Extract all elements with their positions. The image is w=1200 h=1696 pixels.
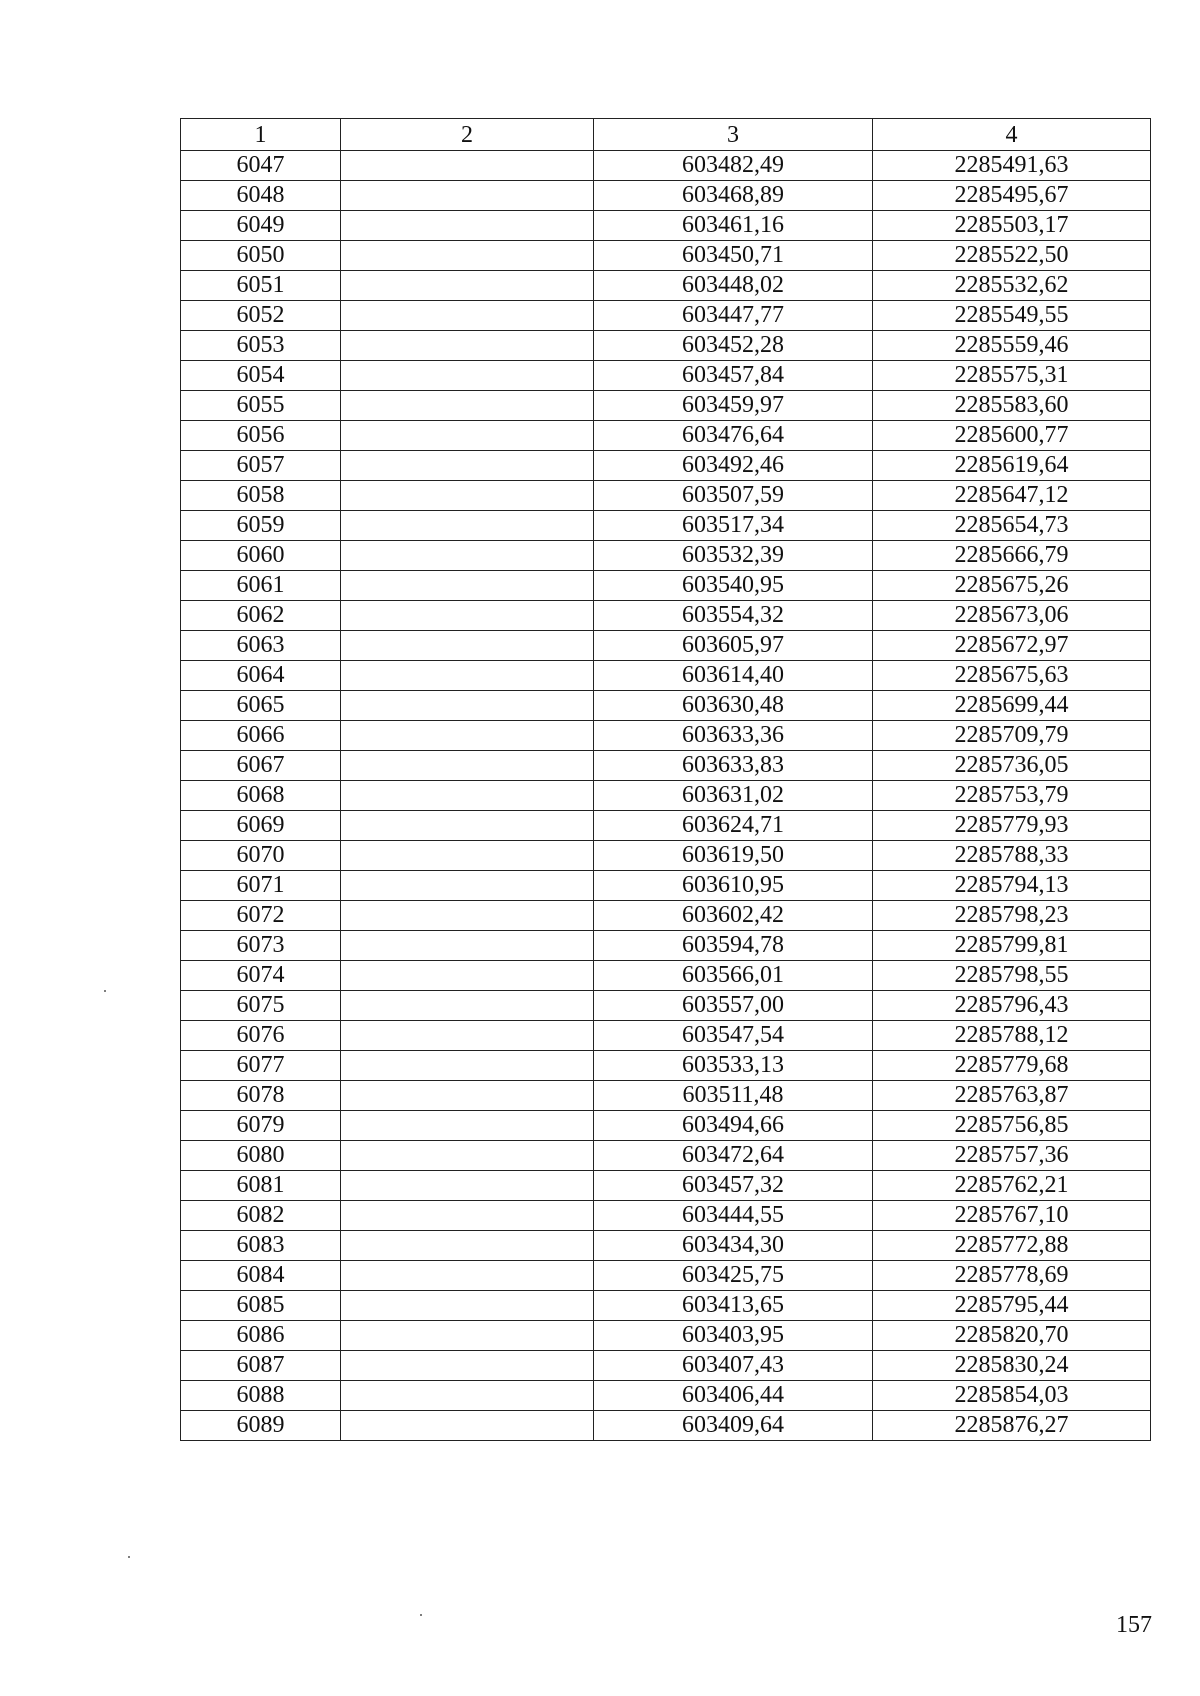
column-2-cell (341, 541, 594, 571)
x-coordinate-cell: 603425,75 (594, 1261, 873, 1291)
y-coordinate-cell: 2285772,88 (873, 1231, 1151, 1261)
y-coordinate-cell: 2285794,13 (873, 871, 1151, 901)
x-coordinate-cell: 603511,48 (594, 1081, 873, 1111)
column-2-cell (341, 1231, 594, 1261)
point-number-cell: 6069 (181, 811, 341, 841)
point-number-cell: 6051 (181, 271, 341, 301)
table-row (181, 691, 1151, 721)
table-row (181, 661, 1151, 691)
column-header-1: 1 (181, 119, 341, 151)
table-row (181, 361, 1151, 391)
column-2-cell (341, 421, 594, 451)
point-number-cell: 6070 (181, 841, 341, 871)
column-2-cell (341, 781, 594, 811)
column-2-cell (341, 1141, 594, 1171)
table-row (181, 451, 1151, 481)
column-2-cell (341, 961, 594, 991)
x-coordinate-cell: 603413,65 (594, 1291, 873, 1321)
y-coordinate-cell: 2285762,21 (873, 1171, 1151, 1201)
y-coordinate-cell: 2285779,93 (873, 811, 1151, 841)
y-coordinate-cell: 2285795,44 (873, 1291, 1151, 1321)
y-coordinate-cell: 2285753,79 (873, 781, 1151, 811)
y-coordinate-cell: 2285491,63 (873, 151, 1151, 181)
column-2-cell (341, 181, 594, 211)
column-2-cell (341, 1081, 594, 1111)
table-row (181, 991, 1151, 1021)
column-2-cell (341, 901, 594, 931)
point-number-cell: 6052 (181, 301, 341, 331)
point-number-cell: 6086 (181, 1321, 341, 1351)
x-coordinate-cell: 603457,32 (594, 1171, 873, 1201)
y-coordinate-cell: 2285788,12 (873, 1021, 1151, 1051)
point-number-cell: 6084 (181, 1261, 341, 1291)
column-2-cell (341, 1351, 594, 1381)
x-coordinate-cell: 603403,95 (594, 1321, 873, 1351)
y-coordinate-cell: 2285798,55 (873, 961, 1151, 991)
table-row (181, 931, 1151, 961)
point-number-cell: 6089 (181, 1411, 341, 1441)
x-coordinate-cell: 603492,46 (594, 451, 873, 481)
column-2-cell (341, 151, 594, 181)
column-2-cell (341, 1201, 594, 1231)
coordinates-table (180, 118, 1151, 1441)
x-coordinate-cell: 603517,34 (594, 511, 873, 541)
y-coordinate-cell: 2285788,33 (873, 841, 1151, 871)
point-number-cell: 6054 (181, 361, 341, 391)
y-coordinate-cell: 2285654,73 (873, 511, 1151, 541)
point-number-cell: 6079 (181, 1111, 341, 1141)
table-row (181, 1261, 1151, 1291)
x-coordinate-cell: 603540,95 (594, 571, 873, 601)
column-2-cell (341, 1051, 594, 1081)
column-2-cell (341, 721, 594, 751)
point-number-cell: 6057 (181, 451, 341, 481)
point-number-cell: 6065 (181, 691, 341, 721)
column-2-cell (341, 1381, 594, 1411)
table-row (181, 541, 1151, 571)
table-row (181, 811, 1151, 841)
point-number-cell: 6085 (181, 1291, 341, 1321)
header-row (181, 119, 1151, 151)
point-number-cell: 6047 (181, 151, 341, 181)
table-row (181, 1141, 1151, 1171)
y-coordinate-cell: 2285675,63 (873, 661, 1151, 691)
y-coordinate-cell: 2285699,44 (873, 691, 1151, 721)
x-coordinate-cell: 603630,48 (594, 691, 873, 721)
scan-speck (104, 990, 106, 992)
column-2-cell (341, 481, 594, 511)
x-coordinate-cell: 603452,28 (594, 331, 873, 361)
table-row (181, 571, 1151, 601)
column-2-cell (341, 451, 594, 481)
table-row (181, 241, 1151, 271)
table-row (181, 151, 1151, 181)
table-row (181, 331, 1151, 361)
x-coordinate-cell: 603619,50 (594, 841, 873, 871)
table-row (181, 901, 1151, 931)
column-2-cell (341, 511, 594, 541)
table-row (181, 301, 1151, 331)
point-number-cell: 6059 (181, 511, 341, 541)
point-number-cell: 6058 (181, 481, 341, 511)
point-number-cell: 6075 (181, 991, 341, 1021)
column-2-cell (341, 1321, 594, 1351)
x-coordinate-cell: 603447,77 (594, 301, 873, 331)
column-header-2: 2 (341, 119, 594, 151)
point-number-cell: 6062 (181, 601, 341, 631)
y-coordinate-cell: 2285549,55 (873, 301, 1151, 331)
y-coordinate-cell: 2285559,46 (873, 331, 1151, 361)
x-coordinate-cell: 603476,64 (594, 421, 873, 451)
point-number-cell: 6083 (181, 1231, 341, 1261)
table-row (181, 1021, 1151, 1051)
y-coordinate-cell: 2285666,79 (873, 541, 1151, 571)
table-row (181, 631, 1151, 661)
column-2-cell (341, 991, 594, 1021)
column-2-cell (341, 211, 594, 241)
x-coordinate-cell: 603631,02 (594, 781, 873, 811)
table-body (181, 151, 1151, 1441)
x-coordinate-cell: 603507,59 (594, 481, 873, 511)
point-number-cell: 6073 (181, 931, 341, 961)
y-coordinate-cell: 2285522,50 (873, 241, 1151, 271)
point-number-cell: 6071 (181, 871, 341, 901)
y-coordinate-cell: 2285756,85 (873, 1111, 1151, 1141)
y-coordinate-cell: 2285583,60 (873, 391, 1151, 421)
point-number-cell: 6049 (181, 211, 341, 241)
table-row (181, 1411, 1151, 1441)
point-number-cell: 6066 (181, 721, 341, 751)
table-row (181, 1381, 1151, 1411)
column-2-cell (341, 1021, 594, 1051)
point-number-cell: 6074 (181, 961, 341, 991)
column-2-cell (341, 301, 594, 331)
y-coordinate-cell: 2285779,68 (873, 1051, 1151, 1081)
x-coordinate-cell: 603450,71 (594, 241, 873, 271)
y-coordinate-cell: 2285820,70 (873, 1321, 1151, 1351)
table-row (181, 1321, 1151, 1351)
point-number-cell: 6082 (181, 1201, 341, 1231)
point-number-cell: 6087 (181, 1351, 341, 1381)
y-coordinate-cell: 2285503,17 (873, 211, 1151, 241)
point-number-cell: 6053 (181, 331, 341, 361)
table-row (181, 1081, 1151, 1111)
table-row (181, 601, 1151, 631)
column-2-cell (341, 1291, 594, 1321)
x-coordinate-cell: 603633,83 (594, 751, 873, 781)
x-coordinate-cell: 603459,97 (594, 391, 873, 421)
point-number-cell: 6064 (181, 661, 341, 691)
x-coordinate-cell: 603633,36 (594, 721, 873, 751)
table-row (181, 1171, 1151, 1201)
point-number-cell: 6088 (181, 1381, 341, 1411)
table-row (181, 421, 1151, 451)
table-row (181, 961, 1151, 991)
table-header (181, 119, 1151, 151)
table-row (181, 391, 1151, 421)
point-number-cell: 6080 (181, 1141, 341, 1171)
y-coordinate-cell: 2285600,77 (873, 421, 1151, 451)
column-2-cell (341, 691, 594, 721)
x-coordinate-cell: 603482,49 (594, 151, 873, 181)
table-row (181, 481, 1151, 511)
point-number-cell: 6048 (181, 181, 341, 211)
page-number: 157 (1116, 1612, 1152, 1638)
y-coordinate-cell: 2285495,67 (873, 181, 1151, 211)
column-2-cell (341, 751, 594, 781)
x-coordinate-cell: 603532,39 (594, 541, 873, 571)
column-2-cell (341, 1261, 594, 1291)
column-header-3: 3 (594, 119, 873, 151)
table-row (181, 1111, 1151, 1141)
y-coordinate-cell: 2285778,69 (873, 1261, 1151, 1291)
column-2-cell (341, 661, 594, 691)
table-row (181, 1231, 1151, 1261)
y-coordinate-cell: 2285763,87 (873, 1081, 1151, 1111)
y-coordinate-cell: 2285799,81 (873, 931, 1151, 961)
table-row (181, 1201, 1151, 1231)
x-coordinate-cell: 603457,84 (594, 361, 873, 391)
point-number-cell: 6050 (181, 241, 341, 271)
x-coordinate-cell: 603444,55 (594, 1201, 873, 1231)
y-coordinate-cell: 2285647,12 (873, 481, 1151, 511)
table-row (181, 721, 1151, 751)
table-row (181, 1351, 1151, 1381)
table-row (181, 751, 1151, 781)
y-coordinate-cell: 2285757,36 (873, 1141, 1151, 1171)
x-coordinate-cell: 603434,30 (594, 1231, 873, 1261)
table-row (181, 781, 1151, 811)
y-coordinate-cell: 2285709,79 (873, 721, 1151, 751)
column-header-4: 4 (873, 119, 1151, 151)
table-row (181, 1051, 1151, 1081)
x-coordinate-cell: 603594,78 (594, 931, 873, 961)
column-2-cell (341, 391, 594, 421)
scan-speck (128, 1556, 130, 1558)
y-coordinate-cell: 2285876,27 (873, 1411, 1151, 1441)
column-2-cell (341, 931, 594, 961)
point-number-cell: 6061 (181, 571, 341, 601)
point-number-cell: 6056 (181, 421, 341, 451)
column-2-cell (341, 571, 594, 601)
point-number-cell: 6076 (181, 1021, 341, 1051)
x-coordinate-cell: 603547,54 (594, 1021, 873, 1051)
x-coordinate-cell: 603409,64 (594, 1411, 873, 1441)
y-coordinate-cell: 2285532,62 (873, 271, 1151, 301)
table-row (181, 871, 1151, 901)
y-coordinate-cell: 2285767,10 (873, 1201, 1151, 1231)
column-2-cell (341, 631, 594, 661)
y-coordinate-cell: 2285830,24 (873, 1351, 1151, 1381)
y-coordinate-cell: 2285575,31 (873, 361, 1151, 391)
x-coordinate-cell: 603406,44 (594, 1381, 873, 1411)
y-coordinate-cell: 2285798,23 (873, 901, 1151, 931)
column-2-cell (341, 811, 594, 841)
table-row (181, 271, 1151, 301)
column-2-cell (341, 331, 594, 361)
x-coordinate-cell: 603472,64 (594, 1141, 873, 1171)
column-2-cell (341, 1411, 594, 1441)
table-row (181, 1291, 1151, 1321)
column-2-cell (341, 871, 594, 901)
y-coordinate-cell: 2285673,06 (873, 601, 1151, 631)
y-coordinate-cell: 2285796,43 (873, 991, 1151, 1021)
table-row (181, 211, 1151, 241)
point-number-cell: 6060 (181, 541, 341, 571)
column-2-cell (341, 361, 594, 391)
table-row (181, 181, 1151, 211)
x-coordinate-cell: 603610,95 (594, 871, 873, 901)
x-coordinate-cell: 603614,40 (594, 661, 873, 691)
x-coordinate-cell: 603494,66 (594, 1111, 873, 1141)
scan-speck (420, 1614, 422, 1616)
column-2-cell (341, 1171, 594, 1201)
point-number-cell: 6081 (181, 1171, 341, 1201)
y-coordinate-cell: 2285736,05 (873, 751, 1151, 781)
x-coordinate-cell: 603533,13 (594, 1051, 873, 1081)
point-number-cell: 6078 (181, 1081, 341, 1111)
y-coordinate-cell: 2285854,03 (873, 1381, 1151, 1411)
x-coordinate-cell: 603557,00 (594, 991, 873, 1021)
column-2-cell (341, 601, 594, 631)
x-coordinate-cell: 603605,97 (594, 631, 873, 661)
point-number-cell: 6072 (181, 901, 341, 931)
column-2-cell (341, 271, 594, 301)
column-2-cell (341, 241, 594, 271)
point-number-cell: 6077 (181, 1051, 341, 1081)
x-coordinate-cell: 603461,16 (594, 211, 873, 241)
x-coordinate-cell: 603407,43 (594, 1351, 873, 1381)
point-number-cell: 6067 (181, 751, 341, 781)
y-coordinate-cell: 2285619,64 (873, 451, 1151, 481)
column-2-cell (341, 1111, 594, 1141)
y-coordinate-cell: 2285672,97 (873, 631, 1151, 661)
x-coordinate-cell: 603468,89 (594, 181, 873, 211)
table-row (181, 841, 1151, 871)
table-row (181, 511, 1151, 541)
x-coordinate-cell: 603624,71 (594, 811, 873, 841)
point-number-cell: 6055 (181, 391, 341, 421)
point-number-cell: 6063 (181, 631, 341, 661)
x-coordinate-cell: 603566,01 (594, 961, 873, 991)
x-coordinate-cell: 603602,42 (594, 901, 873, 931)
x-coordinate-cell: 603448,02 (594, 271, 873, 301)
column-2-cell (341, 841, 594, 871)
x-coordinate-cell: 603554,32 (594, 601, 873, 631)
y-coordinate-cell: 2285675,26 (873, 571, 1151, 601)
point-number-cell: 6068 (181, 781, 341, 811)
